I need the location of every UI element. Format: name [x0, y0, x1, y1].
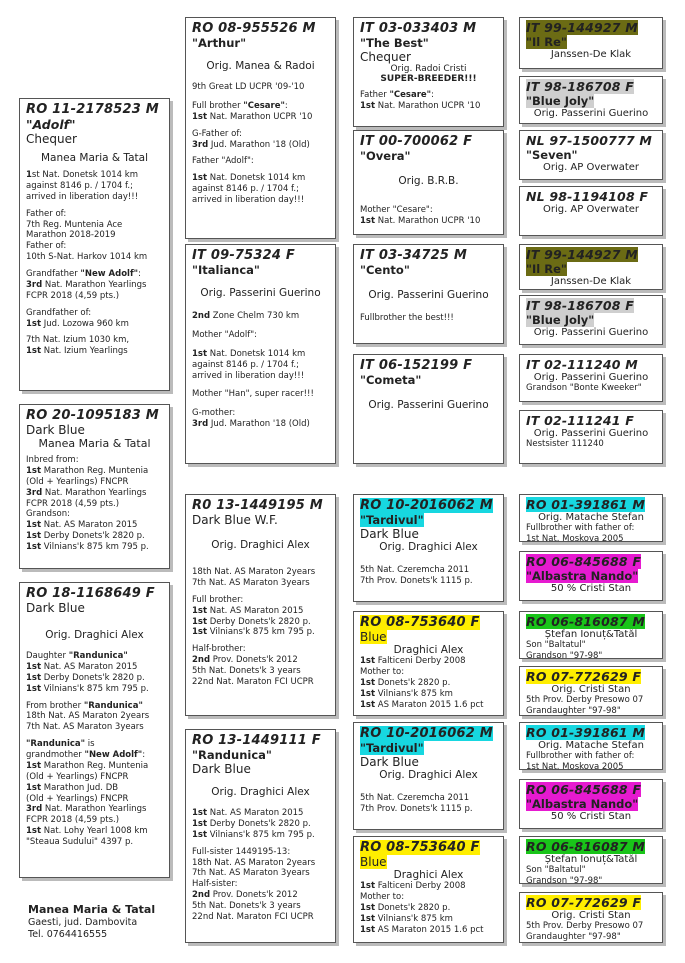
granddam-753640-1 — [353, 611, 504, 716]
great-grandparent-box — [519, 186, 663, 236]
ring-number: IT 09-75324 F — [192, 248, 295, 263]
achievements: Father "Cesare": 1st Nat. Marathon UCPR '10 — [360, 90, 481, 111]
note: Grandson "97-98" — [526, 650, 603, 659]
granddam-overa — [353, 130, 504, 235]
achievements: 1st Falticeni Derby 2008 Mother to: 1st Donets'k 2820 p. 1st Vilnians'k 875 km 1st AS Maraton 2015 1.6 pct — [360, 656, 484, 710]
achievements: 1st Nat. Donetsk 1014 km against 8146 p. / 1704 f.; arrived in liberation day!!! Father of: 7th Reg. Muntenia Ace Marathon 2018-2019 Father of: 10th S-Nat. Harkov 1014 km Grandfather "New Adolf": 3rd Nat. Marathon Yearlings FCPR 2018 (4,59 pts.) Grandfather of: 1st Jud. Lozowa 960 km 7th Nat. Izium 1030 km, 1st Nat. Izium Yearlings — [26, 170, 148, 357]
breeder: Orig. Passerini Guerino — [533, 327, 649, 338]
note: 1st Nat. Moskova 2005 — [526, 533, 624, 542]
ring-number: IT 00-700062 F — [360, 134, 473, 149]
achievements: 9th Great LD UCPR '09-'10 Full brother "Cesare": 1st Nat. Marathon UCPR '10 G-Father of: 3rd Jud. Marathon '18 (Old) Father "Adolf": 1st Nat. Donetsk 1014 km against 8146 p. / 1704 f.; arrived in liberation day!!! — [192, 82, 313, 205]
ring-number: RO 08-753640 F — [360, 615, 480, 630]
bird-name: "Albastra Nando" — [526, 797, 639, 811]
bird-color: Dark Blue W.F. — [192, 513, 278, 527]
breeder-name: Manea Maria & Tatal — [28, 903, 156, 916]
breeder: Manea Maria & Tatal — [38, 437, 151, 450]
breeder: Orig. Passerini Guerino — [200, 287, 321, 299]
breeder-contact — [28, 903, 155, 941]
note: Grandaughter "97-98" — [526, 931, 621, 942]
pedigree-main-bird — [19, 98, 170, 391]
note: Son "Baltatul" — [526, 865, 586, 875]
breeder: Orig. Passerini Guerino — [533, 428, 649, 439]
ring-number: IT 02-111240 M — [526, 357, 638, 372]
achievements: 1st Falticeni Derby 2008 Mother to: 1st Donets'k 2820 p. 1st Vilnians'k 875 km 1st AS Maraton 2015 1.6 pct — [360, 881, 484, 935]
achievements: 18th Nat. AS Maraton 2years 7th Nat. AS Maraton 3years Full brother: 1st Nat. AS Maraton 2015 1st Derby Donets'k 2820 p. 1st Vilnians'k 875 km 795 p. Half-brother: 2nd Prov. Donets'k 2012 5th Nat. Donets'k 3 years 22nd Nat. Maraton FCI UCPR — [192, 567, 316, 687]
ring-number: RO 06-816087 M — [526, 614, 645, 629]
ring-number: NL 98-1194108 F — [526, 189, 649, 204]
sire-arthur — [185, 17, 336, 239]
ring-number: RO 08-955526 M — [192, 21, 316, 36]
ring-number: IT 03-033403 M — [360, 21, 477, 36]
great-grandparent-box — [519, 551, 663, 601]
bird-name: "Cento" — [360, 263, 410, 277]
note: 5th Prov. Derby Presowo 07 — [526, 695, 644, 705]
breeder: Orig. AP Overwater — [542, 162, 640, 173]
great-grandparent-box — [519, 354, 663, 402]
pedigree-bird-2 — [19, 404, 170, 569]
bird-name: "Cometa" — [360, 373, 422, 387]
breeder: Orig. Manea & Radoi — [206, 60, 315, 72]
bird-color: Dark Blue — [360, 755, 419, 769]
breeder: Orig. AP Overwater — [542, 204, 640, 215]
bird-color: Blue — [360, 630, 387, 644]
bird-name: "Blue Joly" — [526, 313, 595, 327]
ring-number: RO 01-391861 M — [526, 497, 645, 512]
bird-color: Chequer — [26, 132, 77, 146]
breeder: Orig. Cristi Stan — [551, 684, 631, 695]
breeder: Orig. B.R.B. — [398, 175, 459, 187]
achievements: Fullbrother the best!!! — [360, 313, 454, 323]
ring-number: RO 18-1168649 F — [26, 586, 155, 601]
note: 1st Nat. Moskova 2005 — [526, 761, 624, 770]
breeder: Orig. Draghici Alex — [45, 629, 144, 641]
breeder: Draghici Alex — [393, 644, 464, 656]
breeder: Orig. Draghici Alex — [211, 786, 310, 798]
bird-name: "Il Re" — [526, 262, 567, 276]
note: Grandson "Bonte Kweeker" — [526, 383, 642, 393]
breeder: Orig. Draghici Alex — [379, 541, 478, 553]
bird-color: Dark Blue — [26, 601, 85, 615]
great-grandparent-box — [519, 130, 663, 180]
great-grandparent-box — [519, 611, 663, 659]
great-grandparent-box — [519, 76, 663, 124]
achievements: 5th Nat. Czeremcha 2011 7th Prov. Donets'k 1115 p. — [360, 565, 473, 586]
bird-name: "Randunica" — [192, 748, 272, 762]
breeder: Orig. Passerini Guerino — [533, 372, 649, 383]
breeder: Janssen-De Klak — [550, 276, 632, 287]
breeder: Orig. Draghici Alex — [379, 769, 478, 781]
ring-number: IT 06-152199 F — [360, 358, 473, 373]
great-grandparent-box — [519, 17, 663, 69]
great-grandparent-box — [519, 892, 663, 943]
breeder: Orig. Radoi Cristi — [390, 64, 467, 74]
ring-number: IT 02-111241 F — [526, 413, 634, 428]
bird-color: Dark Blue — [26, 423, 85, 437]
ring-number: RO 20-1095183 M — [26, 408, 159, 423]
breeder: Ștefan Ionuț&Tatăl — [544, 629, 638, 640]
ring-number: RO 07-772629 F — [526, 669, 642, 684]
sire-1449195 — [185, 494, 336, 716]
ring-number: RO 06-845688 F — [526, 782, 642, 797]
ring-number: IT 03-34725 M — [360, 248, 468, 263]
breeder: Orig. Draghici Alex — [211, 539, 310, 551]
ring-number: RO 10-2016062 M — [360, 498, 493, 513]
ring-number: RO 13-1449111 F — [192, 733, 321, 748]
note: Grandaughter "97-98" — [526, 705, 621, 716]
pedigree-bird-3 — [19, 582, 170, 878]
grandsire-the-best — [353, 17, 504, 127]
note: Son "Baltatul" — [526, 640, 586, 650]
breeder: Orig. Passerini Guerino — [368, 289, 489, 301]
bird-name: "Il Re" — [526, 35, 567, 49]
ring-number: R0 13-1449195 M — [192, 498, 323, 513]
bird-color: Chequer — [360, 50, 411, 64]
note: Nestsister 111240 — [526, 439, 604, 449]
achievements: Inbred from: 1st Marathon Reg. Muntenia (Old + Yearlings) FNCPR 3rd Nat. Marathon Yearlings FCPR 2018 (4,59 pts.) Grandson: 1st Nat. AS Maraton 2015 1st Derby Donets'k 2820 p. 1st Vilnians'k 875 km 795 p. — [26, 455, 149, 552]
breeder: Manea Maria & Tatal — [41, 152, 148, 164]
ring-number: IT 98-186708 F — [526, 298, 634, 313]
super-breeder-label: SUPER-BREEDER!!! — [380, 74, 477, 84]
achievements: 1st Nat. AS Maraton 2015 1st Derby Donets'k 2820 p. 1st Vilnians'k 875 km 795 p. Full-sister 1449195-13: 18th Nat. AS Maraton 2years 7th Nat. AS Maraton 3years Half-sister: 2nd Prov. Donets'k 2012 5th Nat. Donets'k 3 years 22nd Nat. Maraton FCI UCPR — [192, 808, 316, 922]
granddam-753640-2 — [353, 836, 504, 943]
breeder: Orig. Passerini Guerino — [368, 399, 489, 411]
ring-number: RO 08-753640 F — [360, 840, 480, 855]
ring-number: RO 11-2178523 M — [26, 102, 159, 117]
achievements: Daughter "Randunica" 1st Nat. AS Maraton 2015 1st Derby Donets'k 2820 p. 1st Vilnians'k 875 km 795 p. From brother "Randunica" 18th Nat. AS Maraton 2years 7th Nat. AS Maraton 3years "Randunica" is grandmother "New Adolf": 1st Marathon Reg. Muntenia (Old + Yearlings) FNCPR 1st Marathon Jud. DB (Old + Yearlings) FNCPR 3rd Nat. Marathon Yearlings FCPR 2018 (4,59 pts.) 1st Nat. Lohy Yearl 1008 km "Steaua Sudului" 4397 p. — [26, 651, 150, 847]
ring-number: IT 98-186708 F — [526, 79, 634, 94]
breeder: 50 % Cristi Stan — [550, 583, 632, 594]
bird-color: Blue — [360, 855, 387, 869]
ring-number: IT 99-144927 M — [526, 20, 638, 35]
great-grandparent-box — [519, 779, 663, 829]
bird-name: "Overa" — [360, 149, 411, 163]
breeder: Orig. Passerini Guerino — [533, 108, 649, 119]
note: 5th Prov. Derby Presowo 07 — [526, 921, 644, 931]
breeder: 50 % Cristi Stan — [550, 811, 632, 822]
note: Grandson "97-98" — [526, 875, 603, 884]
grandsire-tardivul-1 — [353, 494, 504, 602]
ring-number: RO 07-772629 F — [526, 895, 642, 910]
note: Fullbrother with father of: — [526, 523, 635, 533]
ring-number: RO 10-2016062 M — [360, 726, 493, 741]
bird-name: "Tardivul" — [360, 741, 424, 755]
bird-name: "Albastra Nando" — [526, 569, 639, 583]
great-grandparent-box — [519, 494, 663, 542]
note: Fullbrother with father of: — [526, 751, 635, 761]
dam-randunica — [185, 729, 336, 943]
bird-name: "Adolf" — [26, 117, 76, 132]
bird-name: "The Best" — [360, 36, 429, 50]
bird-name: "Arthur" — [192, 36, 247, 50]
bird-name: "Italianca" — [192, 263, 260, 277]
great-grandparent-box — [519, 836, 663, 884]
bird-color: Dark Blue — [360, 527, 419, 541]
great-grandparent-box — [519, 410, 663, 464]
bird-name: "Tardivul" — [360, 513, 424, 527]
achievements: Mother "Cesare": 1st Nat. Marathon UCPR '10 — [360, 205, 481, 226]
breeder: Ștefan Ionuț&Tatăl — [544, 854, 638, 865]
breeder: Orig. Matache Stefan — [538, 740, 644, 751]
breeder: Janssen-De Klak — [550, 49, 632, 60]
ring-number: IT 99-144927 M — [526, 247, 638, 262]
bird-color: Dark Blue — [192, 762, 251, 776]
achievements: 2nd Zone Chelm 730 km Mother "Adolf": 1st Nat. Donetsk 1014 km against 8146 p. / 1704 f.; arrived in liberation day!!! Mother "Han", super racer!!! G-mother: 3rd Jud. Marathon '18 (Old) — [192, 311, 314, 430]
breeder: Orig. Cristi Stan — [551, 910, 631, 921]
ring-number: RO 06-816087 M — [526, 839, 645, 854]
bird-name: "Blue Joly" — [526, 94, 595, 108]
ring-number: RO 01-391861 M — [526, 725, 645, 740]
ring-number: RO 06-845688 F — [526, 554, 642, 569]
great-grandparent-box — [519, 295, 663, 345]
breeder-phone: Tel. 0764416555 — [28, 928, 108, 940]
great-grandparent-box — [519, 666, 663, 716]
grandsire-cento — [353, 244, 504, 344]
bird-name: "Seven" — [526, 148, 578, 162]
breeder-address: Gaesti, jud. Dambovita — [28, 916, 138, 928]
breeder: Orig. Matache Stefan — [538, 512, 644, 523]
ring-number: NL 97-1500777 M — [526, 133, 653, 148]
breeder: Draghici Alex — [393, 869, 464, 881]
grandsire-tardivul-2 — [353, 722, 504, 830]
great-grandparent-box — [519, 244, 663, 290]
achievements: 5th Nat. Czeremcha 2011 7th Prov. Donets'k 1115 p. — [360, 793, 473, 814]
dam-italianca — [185, 244, 336, 464]
granddam-cometa — [353, 354, 504, 464]
great-grandparent-box — [519, 722, 663, 770]
